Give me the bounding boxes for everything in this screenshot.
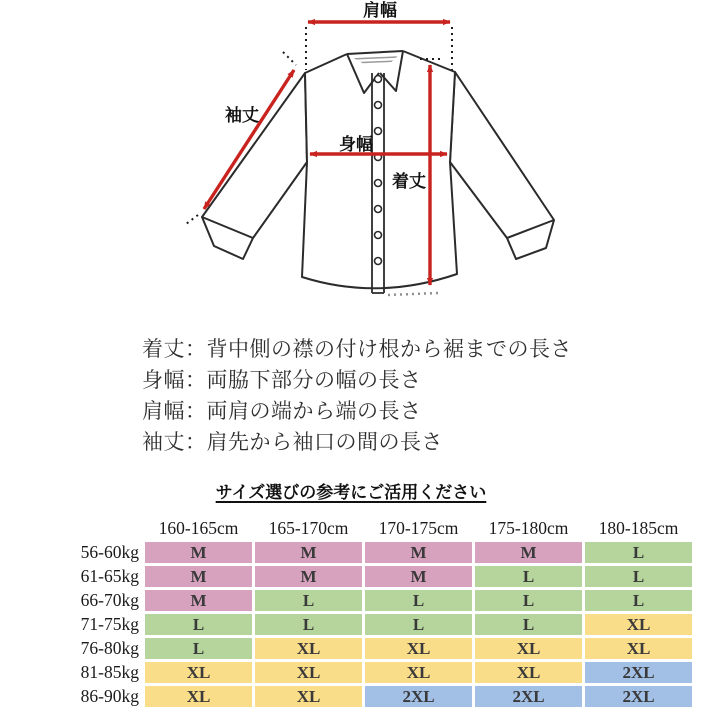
weight-row-header: 86-90kg — [80, 686, 139, 706]
size-table-row — [59, 542, 692, 563]
size-table-body — [59, 542, 692, 707]
size-cell: L — [585, 566, 692, 587]
shirt-measurement-diagram — [0, 0, 720, 332]
size-cell: XL — [255, 662, 362, 683]
note-line: 着丈：背中側の襟の付け根から裾までの長さ — [142, 338, 572, 361]
size-table-section — [0, 481, 720, 710]
size-table-row — [59, 638, 692, 659]
weight-row-header: 71-75kg — [80, 614, 139, 634]
size-cell: L — [365, 614, 472, 635]
size-cell: M — [475, 542, 582, 563]
size-cell: XL — [475, 662, 582, 683]
size-cell: L — [255, 590, 362, 611]
right-sleeve — [450, 72, 554, 259]
size-cell: XL — [365, 638, 472, 659]
size-cell: L — [255, 614, 362, 635]
size-cell: XL — [255, 638, 362, 659]
size-cell: XL — [145, 686, 252, 707]
left-sleeve — [202, 73, 307, 259]
sleeve-length-label: 袖丈 — [225, 106, 259, 126]
measurement-notes — [142, 334, 572, 458]
size-cell: 2XL — [365, 686, 472, 707]
size-cell: 2XL — [585, 686, 692, 707]
size-cell: M — [145, 590, 252, 611]
note-line: 身幅：両脇下部分の幅の長さ — [142, 369, 422, 392]
shirt-body — [302, 51, 457, 288]
size-cell: M — [255, 542, 362, 563]
size-cell: XL — [585, 614, 692, 635]
height-column-header: 165-170cm — [268, 518, 349, 538]
weight-row-header: 76-80kg — [80, 638, 139, 658]
size-cell: L — [475, 614, 582, 635]
size-cell: 2XL — [585, 662, 692, 683]
size-cell: L — [145, 638, 252, 659]
size-cell: XL — [475, 638, 582, 659]
height-column-header: 175-180cm — [488, 518, 569, 538]
size-cell: L — [475, 566, 582, 587]
height-column-header: 170-175cm — [378, 518, 459, 538]
size-cell: M — [365, 542, 472, 563]
size-cell: M — [145, 566, 252, 587]
size-cell: 2XL — [475, 686, 582, 707]
size-cell: L — [585, 590, 692, 611]
size-cell: L — [145, 614, 252, 635]
weight-row-header: 61-65kg — [80, 566, 139, 586]
size-cell: XL — [145, 662, 252, 683]
size-table-row — [59, 614, 692, 635]
sleeve-guide-top — [283, 52, 296, 65]
note-line: 袖丈：肩先から袖口の間の長さ — [142, 431, 443, 454]
weight-row-header: 81-85kg — [80, 662, 139, 682]
size-table-header-row — [59, 515, 692, 539]
hem-dotted-line — [388, 293, 438, 295]
size-cell: M — [365, 566, 472, 587]
size-cell: L — [475, 590, 582, 611]
sleeve-guide-bottom — [186, 215, 198, 224]
size-table — [56, 512, 695, 710]
size-cell: M — [255, 566, 362, 587]
size-cell: XL — [255, 686, 362, 707]
size-cell: L — [365, 590, 472, 611]
corner-cell — [59, 515, 142, 539]
size-table-row — [59, 686, 692, 707]
shoulder-width-label: 肩幅 — [363, 1, 397, 21]
note-line: 肩幅：両肩の端から端の長さ — [142, 400, 422, 423]
height-column-header: 160-165cm — [158, 518, 239, 538]
size-table-title: サイズ選びの参考にご活用ください — [215, 483, 487, 502]
size-table-row — [59, 662, 692, 683]
size-table-row — [59, 566, 692, 587]
garment-length-label: 着丈 — [392, 172, 426, 192]
weight-row-header: 56-60kg — [80, 542, 139, 562]
size-cell: XL — [585, 638, 692, 659]
size-cell: XL — [365, 662, 472, 683]
weight-row-header: 66-70kg — [80, 590, 139, 610]
size-cell: M — [145, 542, 252, 563]
height-column-header: 180-185cm — [598, 518, 679, 538]
shirt-diagram-svg — [0, 0, 720, 332]
size-table-row — [59, 590, 692, 611]
body-width-label: 身幅 — [339, 135, 373, 155]
size-cell: L — [585, 542, 692, 563]
